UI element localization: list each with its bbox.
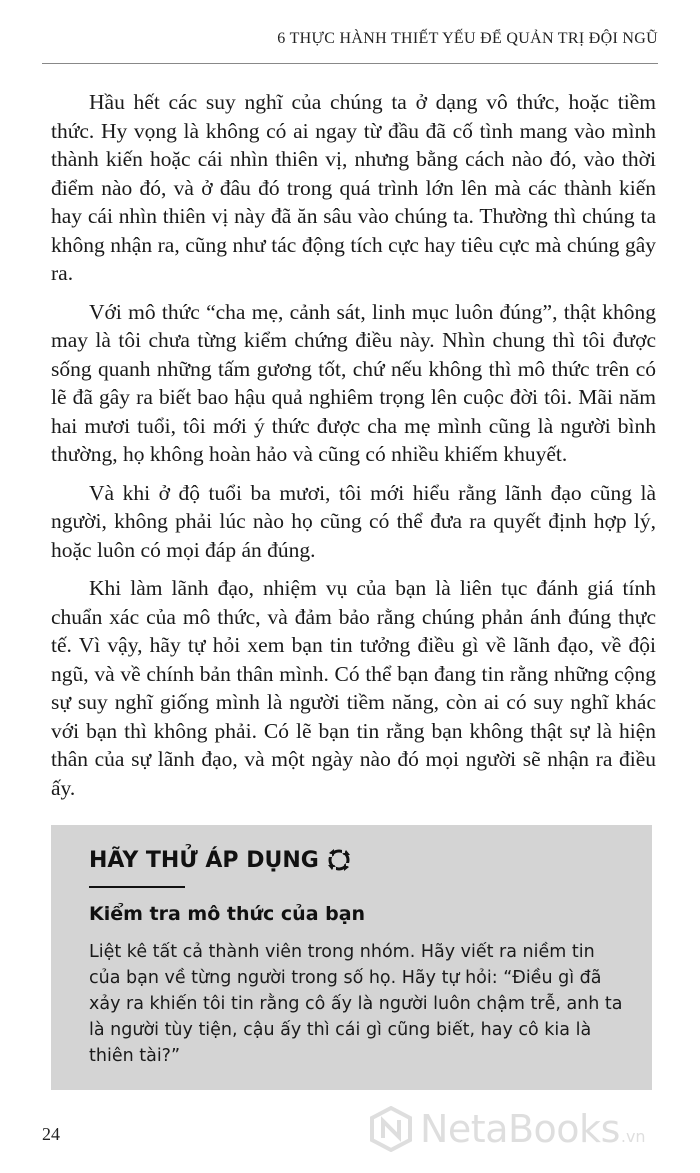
body-text xyxy=(51,88,656,812)
callout-title: HÃY THỬ ÁP DỤNG xyxy=(89,847,319,873)
callout-subtitle: Kiểm tra mô thức của bạn xyxy=(89,903,366,925)
paragraph: Với mô thức “cha mẹ, cảnh sát, linh mục luôn đúng”, thật không may là tôi chưa từng kiểm chứng điều này. Nhìn chung thì tôi được sống quanh những tấm gương tốt, chứ nếu không thì mô thức trên có lẽ đã gây ra biết bao hậu quả nghiêm trọng lên cuộc đời tôi. Mãi năm hai mươi tuổi, tôi mới ý thức được cha mẹ mình cũng là người bình thường, họ không hoàn hảo và cũng có nhiều khiếm khuyết. xyxy=(51,299,656,466)
paragraph: Hầu hết các suy nghĩ của chúng ta ở dạng vô thức, hoặc tiềm thức. Hy vọng là không có ai ngay từ đầu đã cố tình mang vào mình thành kiến hoặc cái nhìn thiên vị, nhưng bằng cách nào đó, vào thời điểm nào đó, và ở đâu đó trong quá trình lớn lên mà các thành kiến hay cái nhìn thiên vị này đã ăn sâu vào chúng ta. Thường thì chúng ta không nhận ra, cũng như tác động tích cực hay tiêu cực mà chúng gây ra. xyxy=(51,90,656,285)
watermark-text: NetaBooks xyxy=(420,1107,620,1151)
header-divider xyxy=(42,63,658,64)
cycle-arrows-icon xyxy=(326,847,352,873)
paragraph: Và khi ở độ tuổi ba mươi, tôi mới hiểu rằng lãnh đạo cũng là người, không phải lúc nào họ cũng có thể đưa ra quyết định hợp lý, hoặc luôn có mọi đáp án đúng. xyxy=(51,480,656,562)
paragraph: Khi làm lãnh đạo, nhiệm vụ của bạn là liên tục đánh giá tính chuẩn xác của mô thức, và đảm bảo rằng chúng phản ánh đúng thực tế. Vì vậy, hãy tự hỏi xem bạn tin tưởng điều gì về lãnh đạo, về đội ngũ, và về chính bản thân mình. Có thể bạn đang tin rằng những cộng sự suy nghĩ giống mình là người tiềm năng, còn ai có suy nghĩ khác với bạn thì không phải. Có lẽ bạn tin rằng bạn không thật sự là hiện thân của sự lãnh đạo, và một ngày nào đó mọi người sẽ nhận ra điều ấy. xyxy=(51,576,656,800)
page-number: 24 xyxy=(42,1124,60,1144)
callout-title-underline xyxy=(89,886,185,888)
callout-body: Liệt kê tất cả thành viên trong nhóm. Hãy viết ra niềm tin của bạn về từng người trong số họ. Hãy tự hỏi: “Điều gì đã xảy ra khiến tôi tin rằng cô ấy là người luôn chậm trễ, anh ta là người tùy tiện, cậu ấy thì cái gì cũng biết, hay cô kia là thiên tài?” xyxy=(89,942,623,1066)
netabooks-logo-icon xyxy=(368,1106,414,1152)
callout-title-row xyxy=(89,847,352,873)
watermark-suffix: .vn xyxy=(620,1126,646,1146)
netabooks-watermark xyxy=(368,1106,646,1152)
running-header: 6 THỰC HÀNH THIẾT YẾU ĐỂ QUẢN TRỊ ĐỘI NGŨ xyxy=(277,30,658,47)
try-it-callout-box xyxy=(51,825,652,1090)
